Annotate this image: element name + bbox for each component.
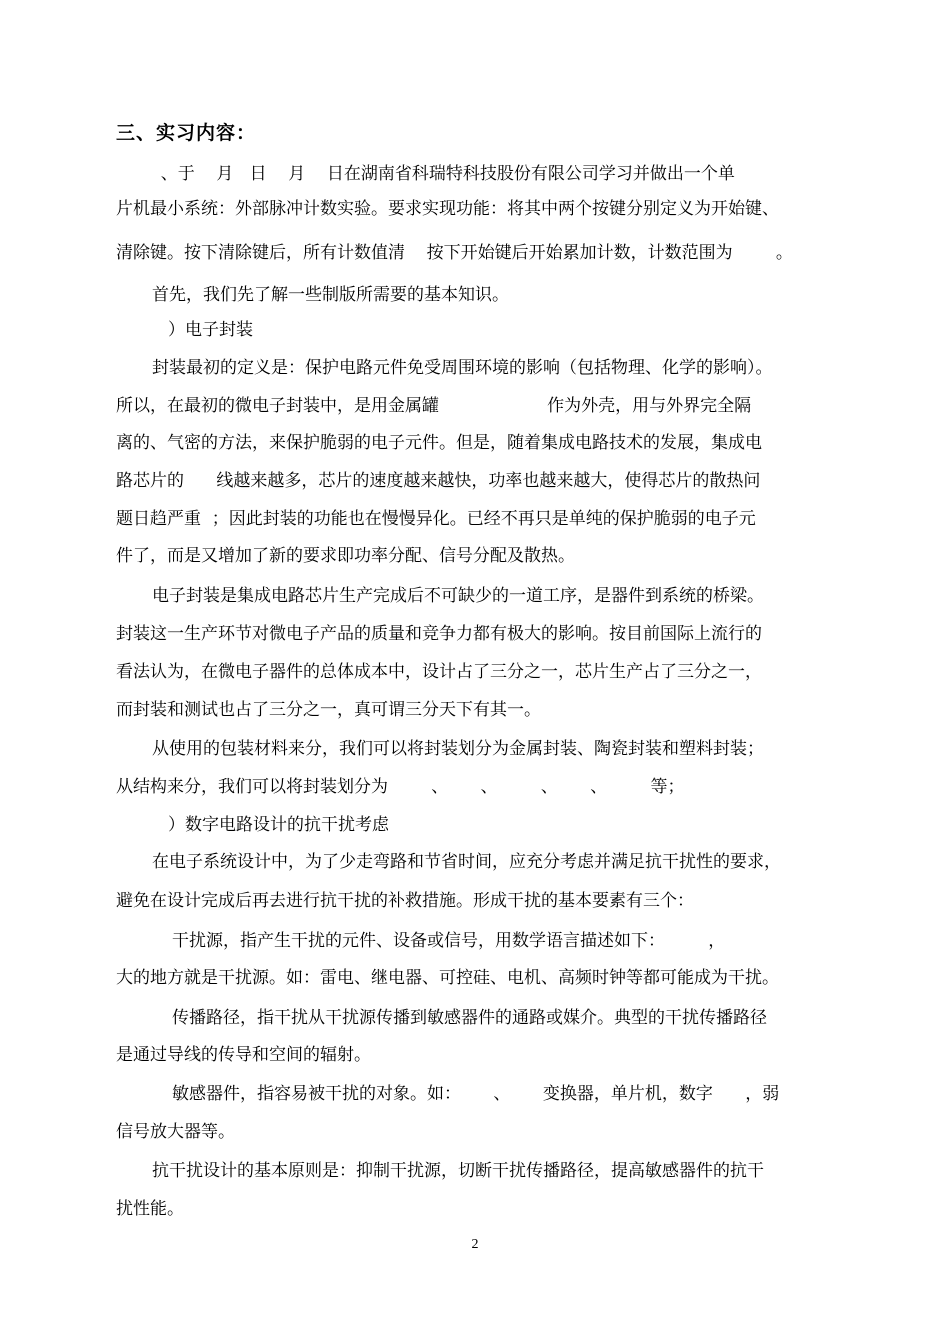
paragraph-line: 封装这一生产环节对微电子产品的质量和竞争力都有极大的影响。按目前国际上流行的 <box>116 624 762 644</box>
paragraph-line: 在电子系统设计中，为了少走弯路和节省时间，应充分考虑并满足抗干扰性的要求， <box>152 852 781 872</box>
paragraph-line: 抗干扰设计的基本原则是：抑制干扰源，切断干扰传播路径，提高敏感器件的抗干 <box>152 1161 764 1181</box>
paragraph-line: 所以，在最初的微电子封装中，是用金属罐 作为外壳，用与外界完全隔 <box>116 396 752 416</box>
paragraph-line: 信号放大器等。 <box>116 1122 235 1142</box>
paragraph-line: 离的、气密的方法，来保护脆弱的电子元件。但是，随着集成电路技术的发展，集成电 <box>116 433 762 453</box>
paragraph-line: 扰性能。 <box>116 1199 184 1219</box>
paragraph-line: 首先，我们先了解一些制版所需要的基本知识。 <box>152 285 509 305</box>
paragraph-line: 从结构来分，我们可以将封装划分为 、 、 、 、 等； <box>116 777 685 797</box>
subsection-heading: ）电子封装 <box>168 320 253 340</box>
paragraph-line: 从使用的包装材料来分，我们可以将封装划分为金属封装、陶瓷封装和塑料封装； <box>152 739 764 759</box>
paragraph-line: 干扰源，指产生干扰的元件、设备或信号，用数学语言描述如下： ， <box>172 931 726 951</box>
paragraph-line: 件了，而是又增加了新的要求即功率分配、信号分配及散热。 <box>116 546 575 566</box>
paragraph-line: 而封装和测试也占了三分之一，真可谓三分天下有其一。 <box>116 700 541 720</box>
paragraph-line: 题日趋严重 ；因此封装的功能也在慢慢异化。已经不再只是单纯的保护脆弱的电子元 <box>116 509 756 529</box>
paragraph-line: 是通过导线的传导和空间的辐射。 <box>116 1045 371 1065</box>
section-heading: 三、实习内容： <box>116 122 257 144</box>
paragraph-line: 路芯片的 线越来越多，芯片的速度越来越快，功率也越来越大，使得芯片的散热问 <box>116 471 761 491</box>
subsection-heading: ）数字电路设计的抗干扰考虑 <box>168 815 389 835</box>
paragraph-line: 清除键。按下清除键后，所有计数值清 按下开始键后开始累加计数，计数范围为 。 <box>116 243 793 263</box>
paragraph-line: 电子封装是集成电路芯片生产完成后不可缺少的一道工序，是器件到系统的桥梁。 <box>152 586 764 606</box>
paragraph-line: 传播路径，指干扰从干扰源传播到敏感器件的通路或媒介。典型的干扰传播路径 <box>172 1008 767 1028</box>
paragraph-line: 看法认为，在微电子器件的总体成本中，设计占了三分之一，芯片生产占了三分之一， <box>116 662 762 682</box>
paragraph-line: 、于 月 日 月 日在湖南省科瑞特科技股份有限公司学习并做出一个单 <box>150 164 735 184</box>
page-number: 2 <box>471 1237 479 1252</box>
paragraph-line: 避免在设计完成后再去进行抗干扰的补救措施。形成干扰的基本要素有三个： <box>116 891 694 911</box>
paragraph-line: 大的地方就是干扰源。如：雷电、继电器、可控硅、电机、高频时钟等都可能成为干扰。 <box>116 968 779 988</box>
paragraph-line: 封装最初的定义是：保护电路元件免受周围环境的影响（包括物理、化学的影响）。 <box>152 358 773 378</box>
paragraph-line: 片机最小系统：外部脉冲计数实验。要求实现功能：将其中两个按键分别定义为开始键、 <box>116 199 779 219</box>
paragraph-line: 敏感器件，指容易被干扰的对象。如： 、 变换器，单片机，数字 ，弱 <box>172 1084 780 1104</box>
